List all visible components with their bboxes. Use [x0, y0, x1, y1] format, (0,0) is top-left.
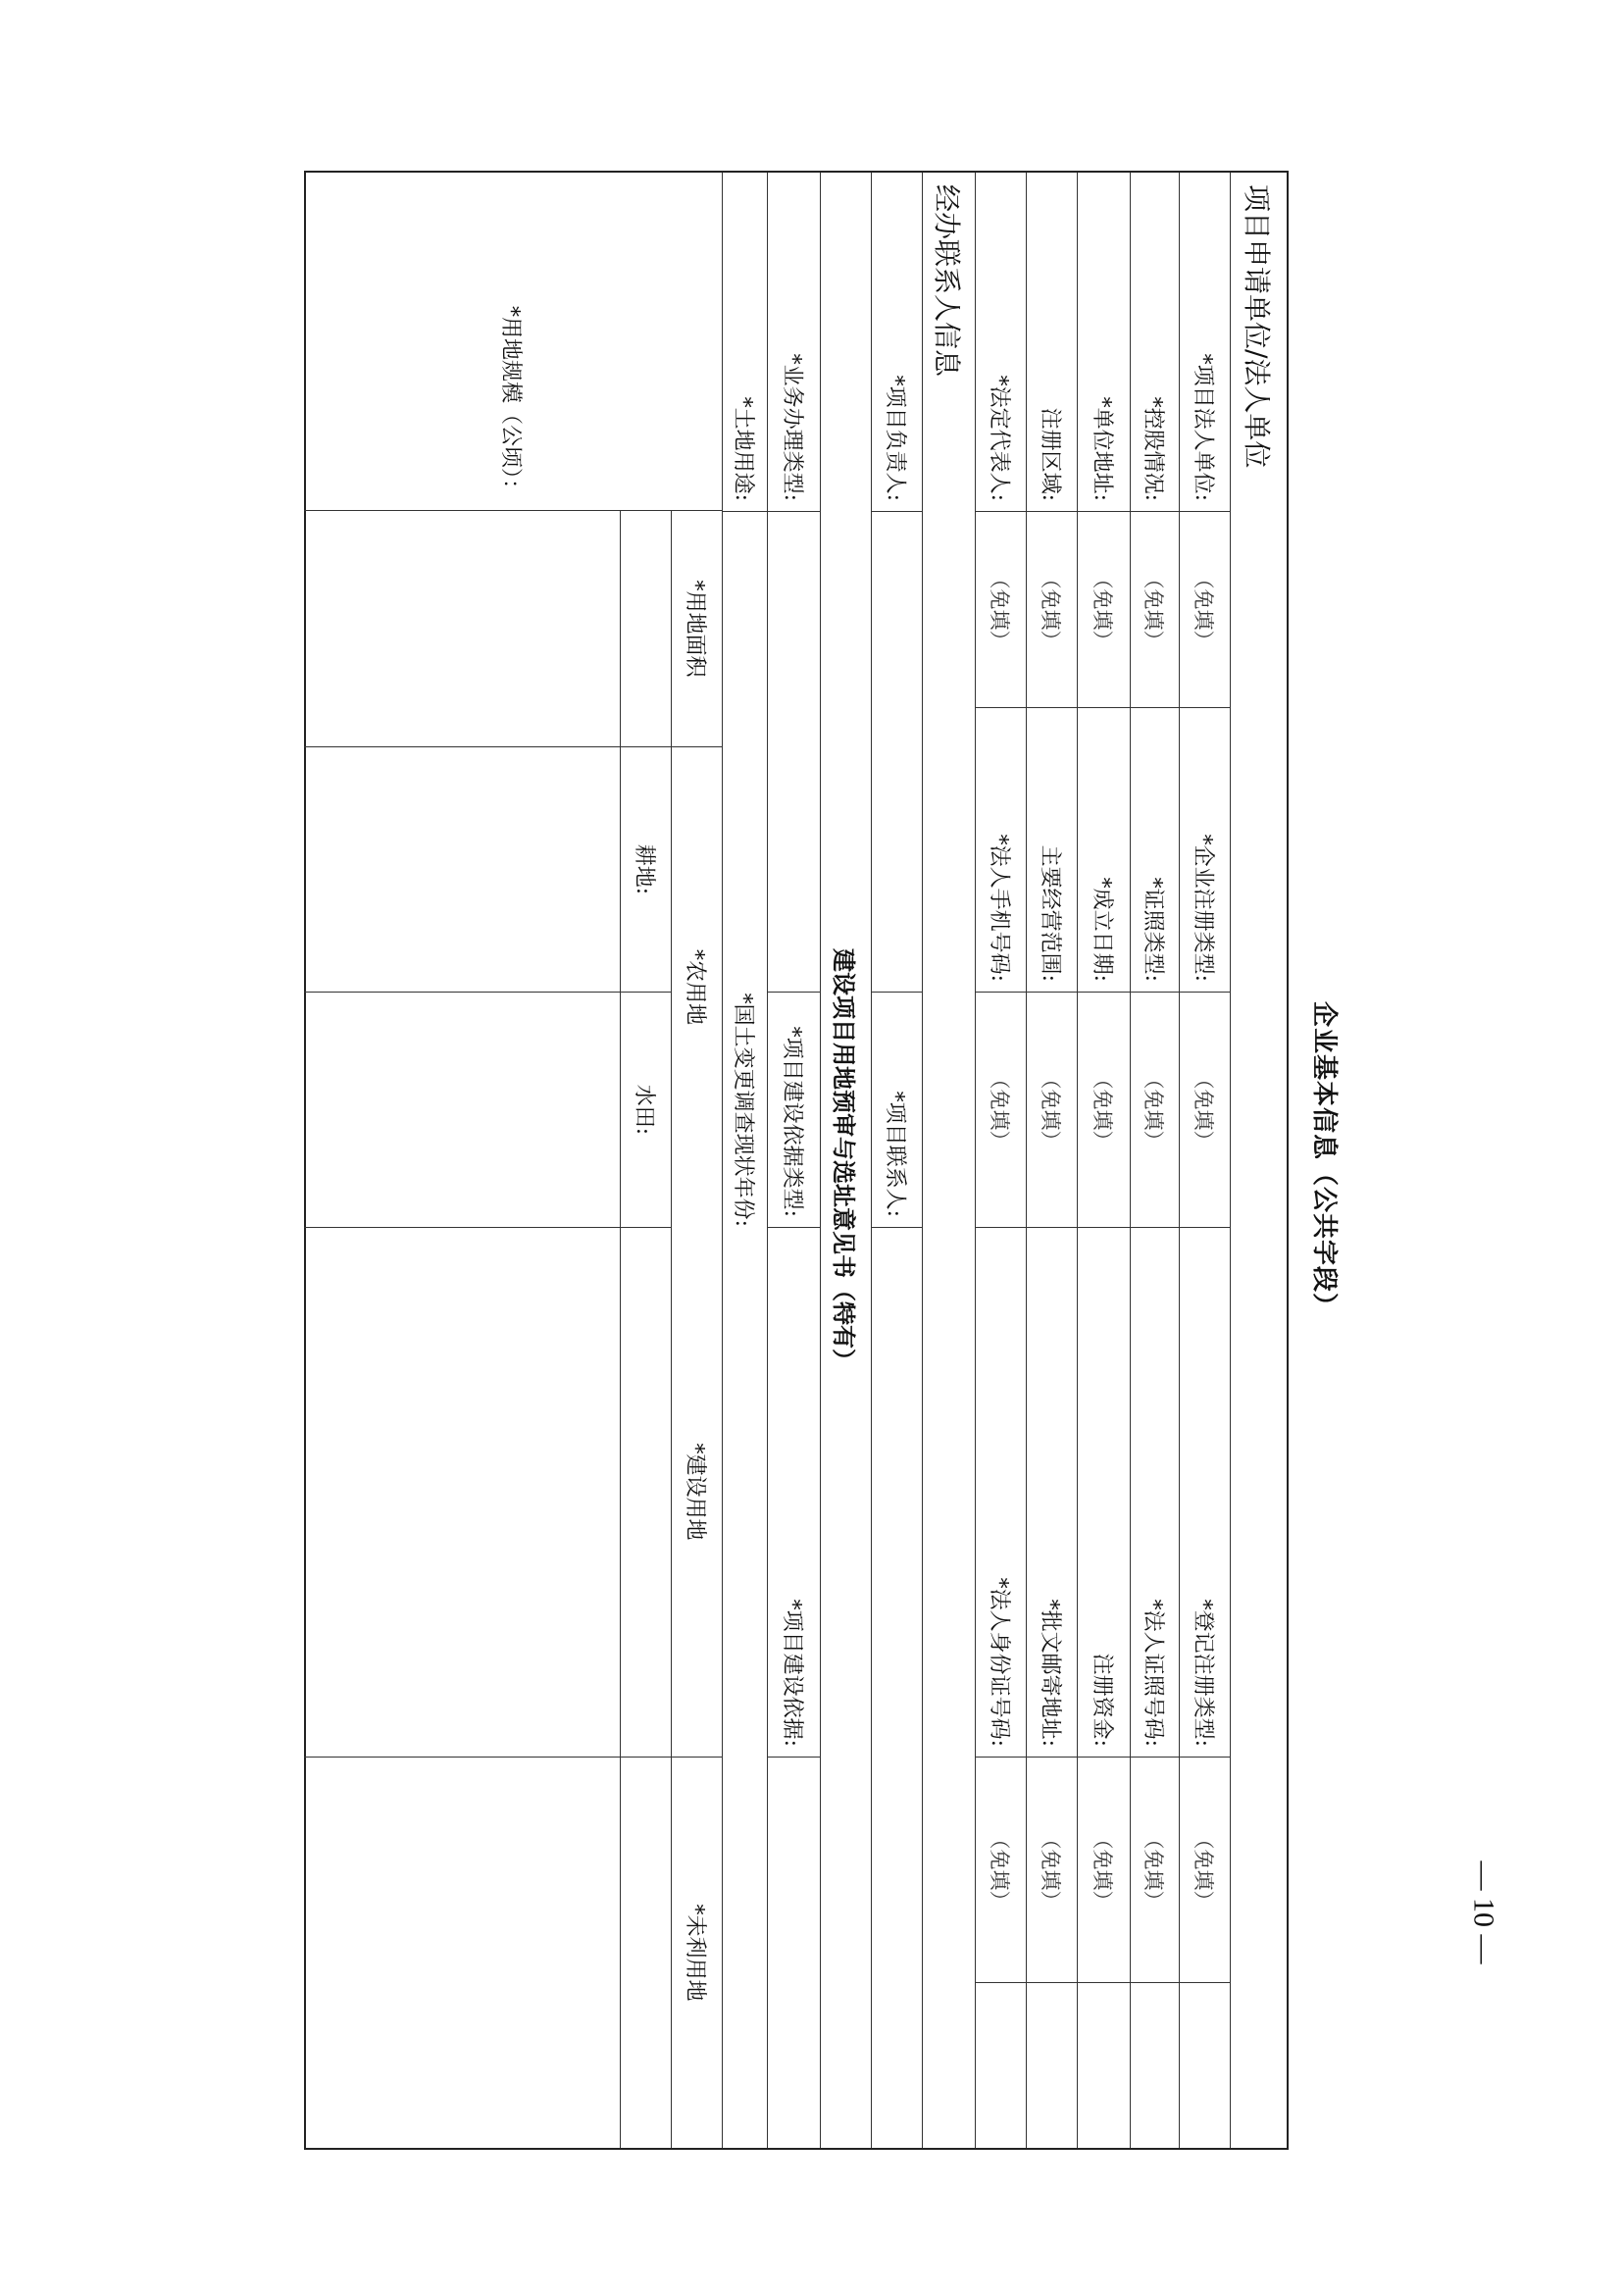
paddy-value[interactable] — [304, 992, 620, 1227]
empty-cell — [1131, 1982, 1179, 2148]
field-label: *项目负责人: — [883, 375, 907, 501]
area-cell[interactable] — [621, 511, 671, 746]
field-label: 主要经营范围: — [1027, 707, 1077, 992]
field-label: 耕地: — [621, 746, 671, 992]
field-label: *登记注册类型: — [1180, 1227, 1230, 1757]
field-value[interactable]: （免填） — [976, 992, 1026, 1227]
area-value[interactable] — [304, 511, 620, 746]
table-row — [871, 173, 922, 2148]
field-label: *项目建设依据类型: — [768, 992, 820, 1227]
section-title: 项目申请单位/法人单位 — [1241, 184, 1274, 469]
empty-cell — [1180, 1982, 1230, 2148]
project-contact-input[interactable] — [872, 1227, 922, 2148]
field-label: *法人证照号码: — [1131, 1227, 1179, 1757]
field-value[interactable]: （免填） — [1180, 511, 1230, 707]
field-value[interactable]: （免填） — [1078, 511, 1130, 707]
table-row — [767, 173, 820, 2148]
field-value[interactable]: （免填） — [1131, 992, 1179, 1227]
field-label: *批文邮寄地址: — [1027, 1227, 1077, 1757]
field-label: *法人手机号码: — [976, 707, 1026, 992]
field-label: 注册区域: — [1038, 407, 1062, 501]
table-row — [1077, 173, 1130, 2148]
land-type-header — [671, 511, 722, 2148]
table-row — [1026, 173, 1077, 2148]
field-label: *单位地址: — [1090, 396, 1114, 501]
column-header: *建设用地 — [683, 1443, 707, 1541]
column-header: *未利用地 — [672, 1757, 722, 2148]
table-row — [1130, 173, 1179, 2148]
section-header-site — [820, 173, 871, 2148]
field-value[interactable]: （免填） — [1131, 1757, 1179, 1982]
section-title: 经办联系人信息 — [931, 184, 964, 378]
farm-land-subheader — [620, 511, 671, 2148]
field-label: *国土变更调查现状年份: — [731, 993, 755, 1227]
construction-land-value[interactable] — [304, 1227, 620, 1757]
table-row — [975, 173, 1026, 2148]
field-value[interactable]: （免填） — [1078, 992, 1130, 1227]
project-leader-input[interactable] — [872, 511, 922, 992]
empty-cell — [1078, 1982, 1130, 2148]
field-value[interactable]: （免填） — [1027, 511, 1077, 707]
enterprise-info-table — [304, 171, 1289, 2150]
field-label: 水田: — [621, 992, 671, 1227]
form-page — [304, 171, 1359, 2150]
field-label: *法定代表人: — [987, 375, 1011, 501]
field-label: 注册资金: — [1078, 1227, 1130, 1757]
field-value[interactable]: （免填） — [976, 1757, 1026, 1982]
field-value[interactable]: （免填） — [1180, 992, 1230, 1227]
field-value[interactable]: （免填） — [1131, 511, 1179, 707]
field-value[interactable]: （免填） — [976, 511, 1026, 707]
field-value[interactable]: （免填） — [1027, 1757, 1077, 1982]
land-scale-block — [304, 173, 722, 2148]
field-label: *控股情况: — [1141, 396, 1165, 501]
empty-cell — [976, 1982, 1026, 2148]
basis-input[interactable] — [768, 1757, 820, 2148]
unused-land-cell[interactable] — [621, 1757, 671, 2148]
field-label: *项目联系人: — [872, 992, 922, 1227]
land-scale-values — [304, 511, 620, 2148]
table-row — [722, 173, 767, 2148]
field-label: *用地规模（公顷）： — [304, 173, 722, 511]
field-label: *企业注册类型: — [1180, 707, 1230, 992]
field-label: *土地用途: — [731, 396, 755, 501]
cultivated-value[interactable] — [304, 746, 620, 992]
field-value[interactable]: （免填） — [1180, 1757, 1230, 1982]
column-header: *用地面积 — [683, 580, 707, 678]
page-title: 企业基本信息（公共字段） — [1309, 1000, 1339, 1319]
field-value[interactable]: （免填） — [1078, 1757, 1130, 1982]
page-number: — 10 — — [1467, 1860, 1500, 1964]
empty-cell — [1027, 1982, 1077, 2148]
land-use-input[interactable] — [723, 511, 767, 992]
business-type-input[interactable] — [768, 511, 820, 992]
survey-year-input[interactable] — [723, 1227, 767, 2148]
section-title: 建设项目用地预审与选址意见书（特有） — [830, 948, 858, 1372]
field-label: *项目法人单位: — [1191, 353, 1215, 501]
field-label: *证照类型: — [1131, 707, 1179, 992]
table-row — [1179, 173, 1230, 2148]
section-header-applicant — [1230, 173, 1287, 2148]
field-label: *成立日期: — [1078, 707, 1130, 992]
section-header-contact — [922, 173, 975, 2148]
field-value[interactable]: （免填） — [1027, 992, 1077, 1227]
column-header: *农用地 — [672, 746, 722, 1227]
construction-land-cell[interactable] — [621, 1227, 671, 1757]
field-label: *法人身份证号码: — [976, 1227, 1026, 1757]
basis-type-input[interactable] — [768, 1227, 820, 1521]
unused-land-value[interactable] — [304, 1757, 620, 2148]
field-label: *项目建设依据: — [780, 1599, 804, 1747]
field-label: *业务办理类型: — [780, 353, 804, 501]
